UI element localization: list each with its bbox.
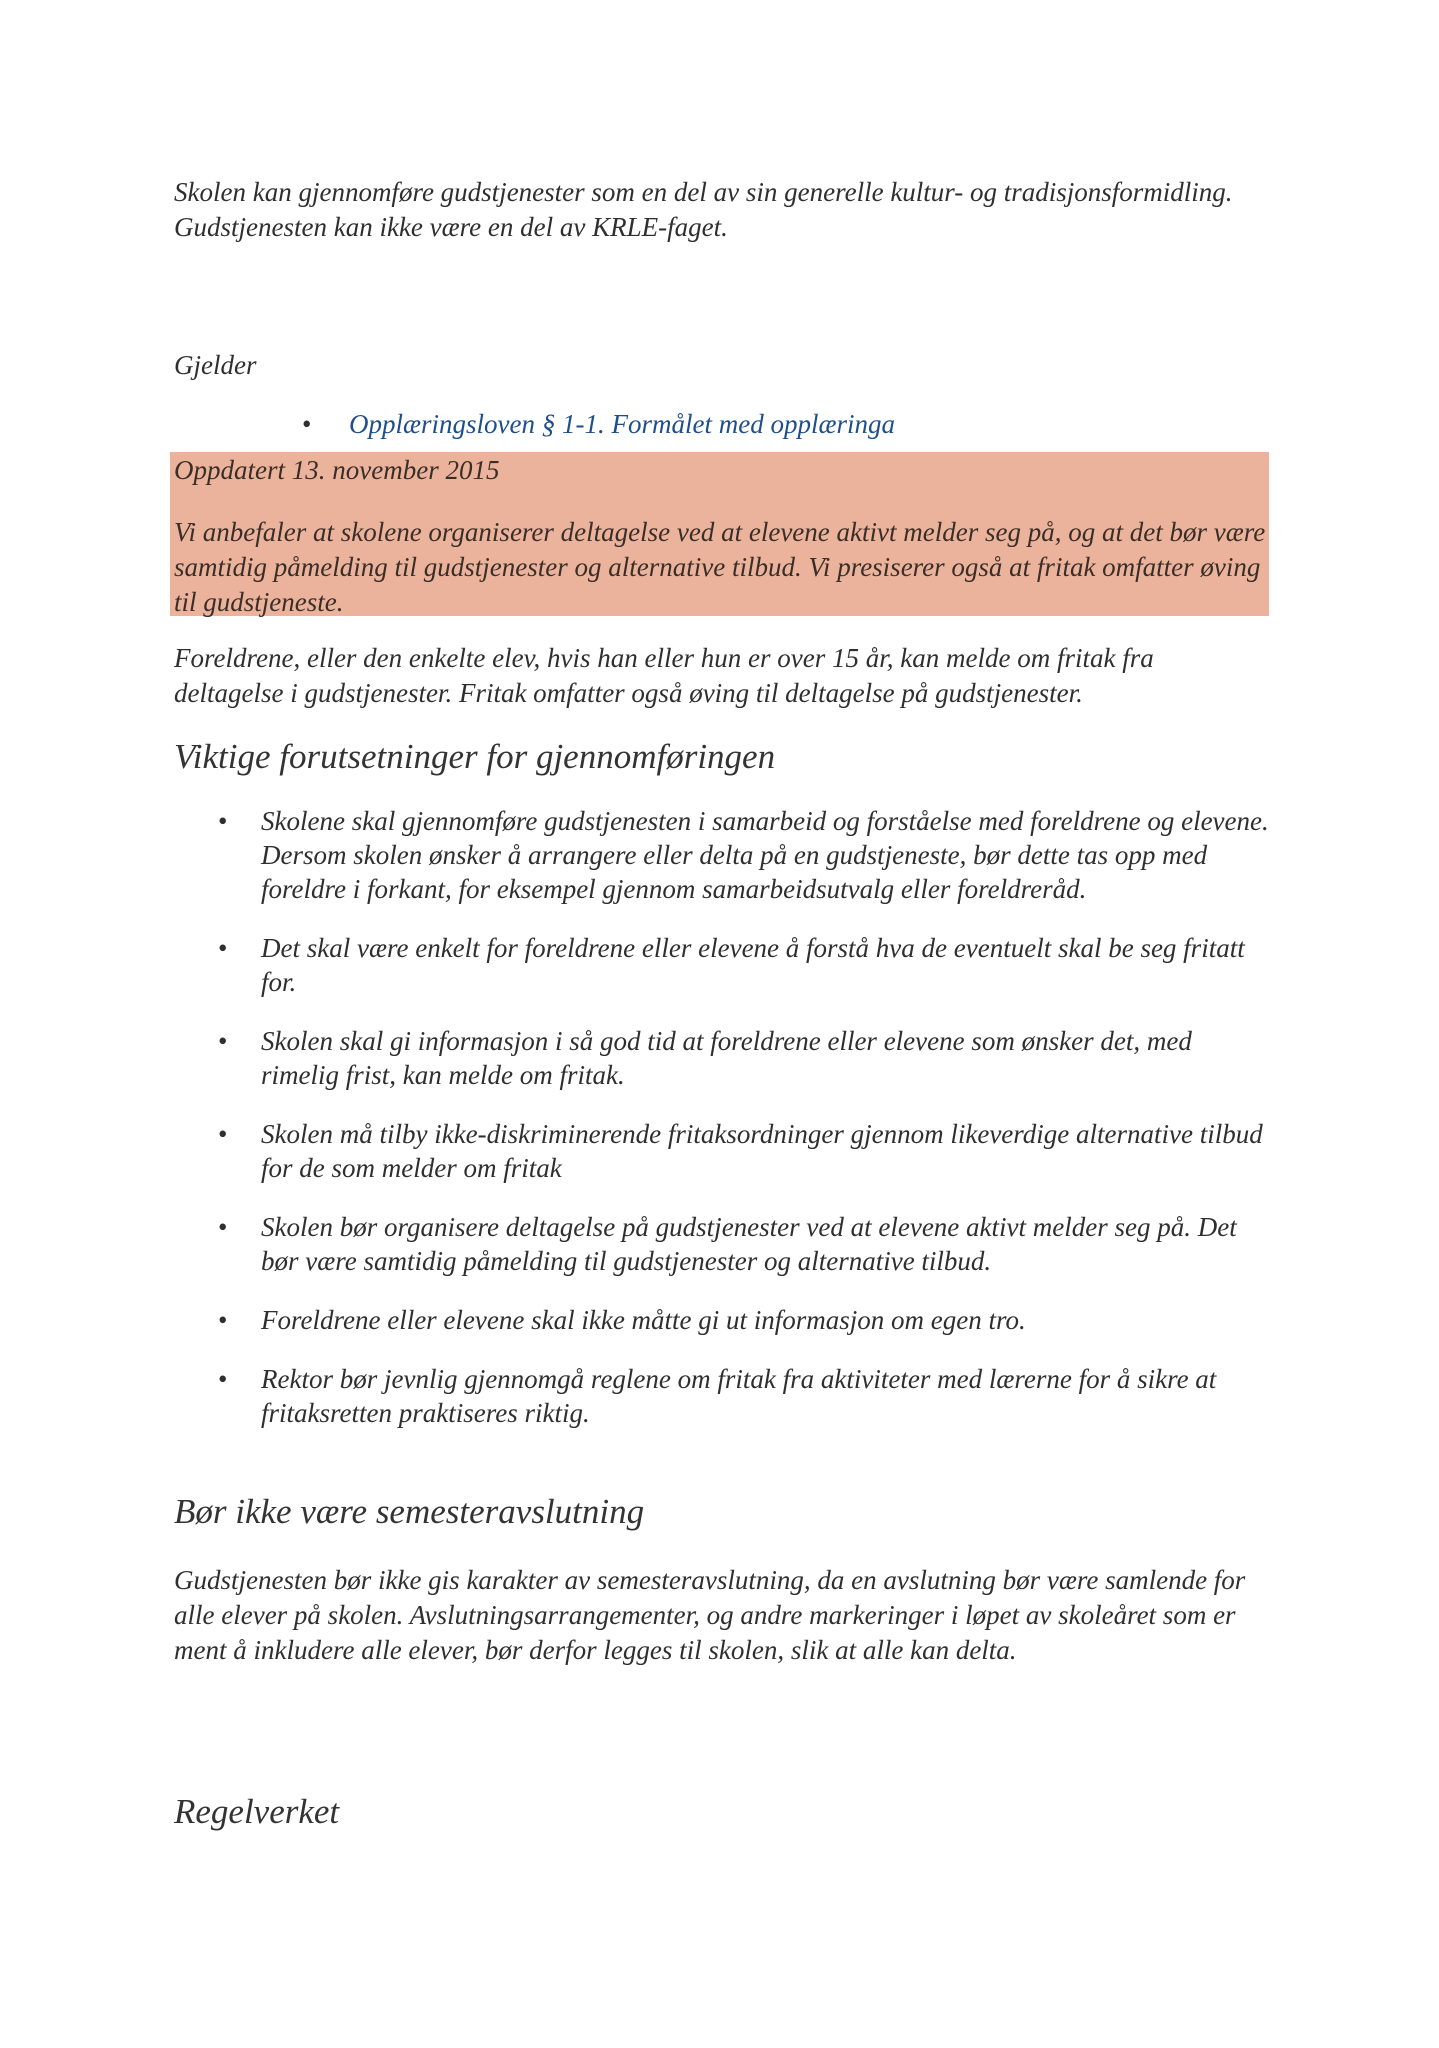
opplaeringsloven-link[interactable]: Opplæringsloven § 1-1. Formålet med opplæringa — [349, 409, 895, 439]
list-item — [174, 931, 1269, 999]
list-item-text: Det skal være enkelt for foreldrene eller elevene å forstå hva de eventuelt skal be seg fritatt for. — [261, 933, 1245, 997]
updated-date: Oppdatert 13. november 2015 — [174, 455, 500, 485]
gjelder-label: Gjelder — [174, 350, 257, 380]
list-item-text: Skolen skal gi informasjon i så god tid at foreldrene eller elevene som ønsker det, med rimelig frist, kan melde om fritak. — [261, 1026, 1192, 1090]
bullet-icon: • — [218, 1026, 228, 1056]
list-item-text: Skolene skal gjennomføre gudstjenesten i samarbeid og forståelse med foreldrene og elevene. Dersom skolen ønsker å arrangere eller delta på en gudstjeneste, bør dette tas opp med foreldre i forkant, for eksempel gjennom samarbeidsutvalg eller foreldreråd. — [261, 806, 1269, 904]
intro-paragraph: Skolen kan gjennomføre gudstjenester som en del av sin generelle kultur- og tradisjonsformidling. Gudstjenesten kan ikke være en del av KRLE-faget. — [174, 177, 1233, 242]
list-item — [174, 1024, 1269, 1092]
list-item-text: Rektor bør jevnlig gjennomgå reglene om fritak fra aktiviteter med lærerne for å sikre at fritaksretten praktiseres riktig. — [261, 1364, 1217, 1428]
list-item — [174, 1303, 1269, 1337]
list-item — [174, 1117, 1269, 1185]
list-item — [174, 1362, 1269, 1430]
heading-semesteravslutning: Bør ikke være semesteravslutning — [174, 1492, 645, 1531]
list-item — [174, 804, 1269, 906]
list-item — [174, 1210, 1269, 1278]
list-item-text: Skolen bør organisere deltagelse på gudstjenester ved at elevene aktivt melder seg på. Det bør være samtidig påmelding til gudstjenester og alternative tilbud. — [261, 1212, 1237, 1276]
list-item-text: Foreldrene eller elevene skal ikke måtte gi ut informasjon om egen tro. — [261, 1305, 1026, 1335]
bullet-icon: • — [218, 806, 228, 836]
bullet-icon: • — [218, 1364, 228, 1394]
heading-viktige-forutsetninger: Viktige forutsetninger for gjennomføringen — [174, 737, 776, 776]
highlight-text: Vi anbefaler at skolene organiserer deltagelse ved at elevene aktivt melder seg på, og at det bør være samtidig påmelding til gudstjenester og alternative tilbud. Vi presiserer også at fritak omfatter øving til gudstjeneste. — [174, 517, 1266, 617]
semester-paragraph: Gudstjenesten bør ikke gis karakter av semesteravslutning, da en avslutning bør være samlende for alle elever på skolen. Avslutningsarrangementer, og andre markeringer i løpet av skoleåret som er ment å inkludere alle elever, bør derfor legges til skolen, slik at alle kan delta. — [174, 1565, 1246, 1665]
bullet-icon: • — [218, 1305, 228, 1335]
bullet-icon: • — [218, 933, 228, 963]
list-item-text: Skolen må tilby ikke-diskriminerende fritaksordninger gjennom likeverdige alternative tilbud for de som melder om fritak — [261, 1119, 1263, 1183]
bullet-icon: • — [302, 409, 312, 439]
bullet-icon: • — [218, 1212, 228, 1242]
bullet-icon: • — [218, 1119, 228, 1149]
list-item — [174, 407, 1264, 442]
heading-regelverket: Regelverket — [174, 1792, 340, 1831]
gjelder-list — [174, 407, 1264, 442]
fritak-paragraph: Foreldrene, eller den enkelte elev, hvis han eller hun er over 15 år, kan melde om fritak fra deltagelse i gudstjenester. Fritak omfatter også øving til deltagelse på gudstjenester. — [174, 643, 1154, 708]
viktige-bullet-list — [174, 804, 1269, 1455]
update-highlight-box — [170, 452, 1269, 616]
